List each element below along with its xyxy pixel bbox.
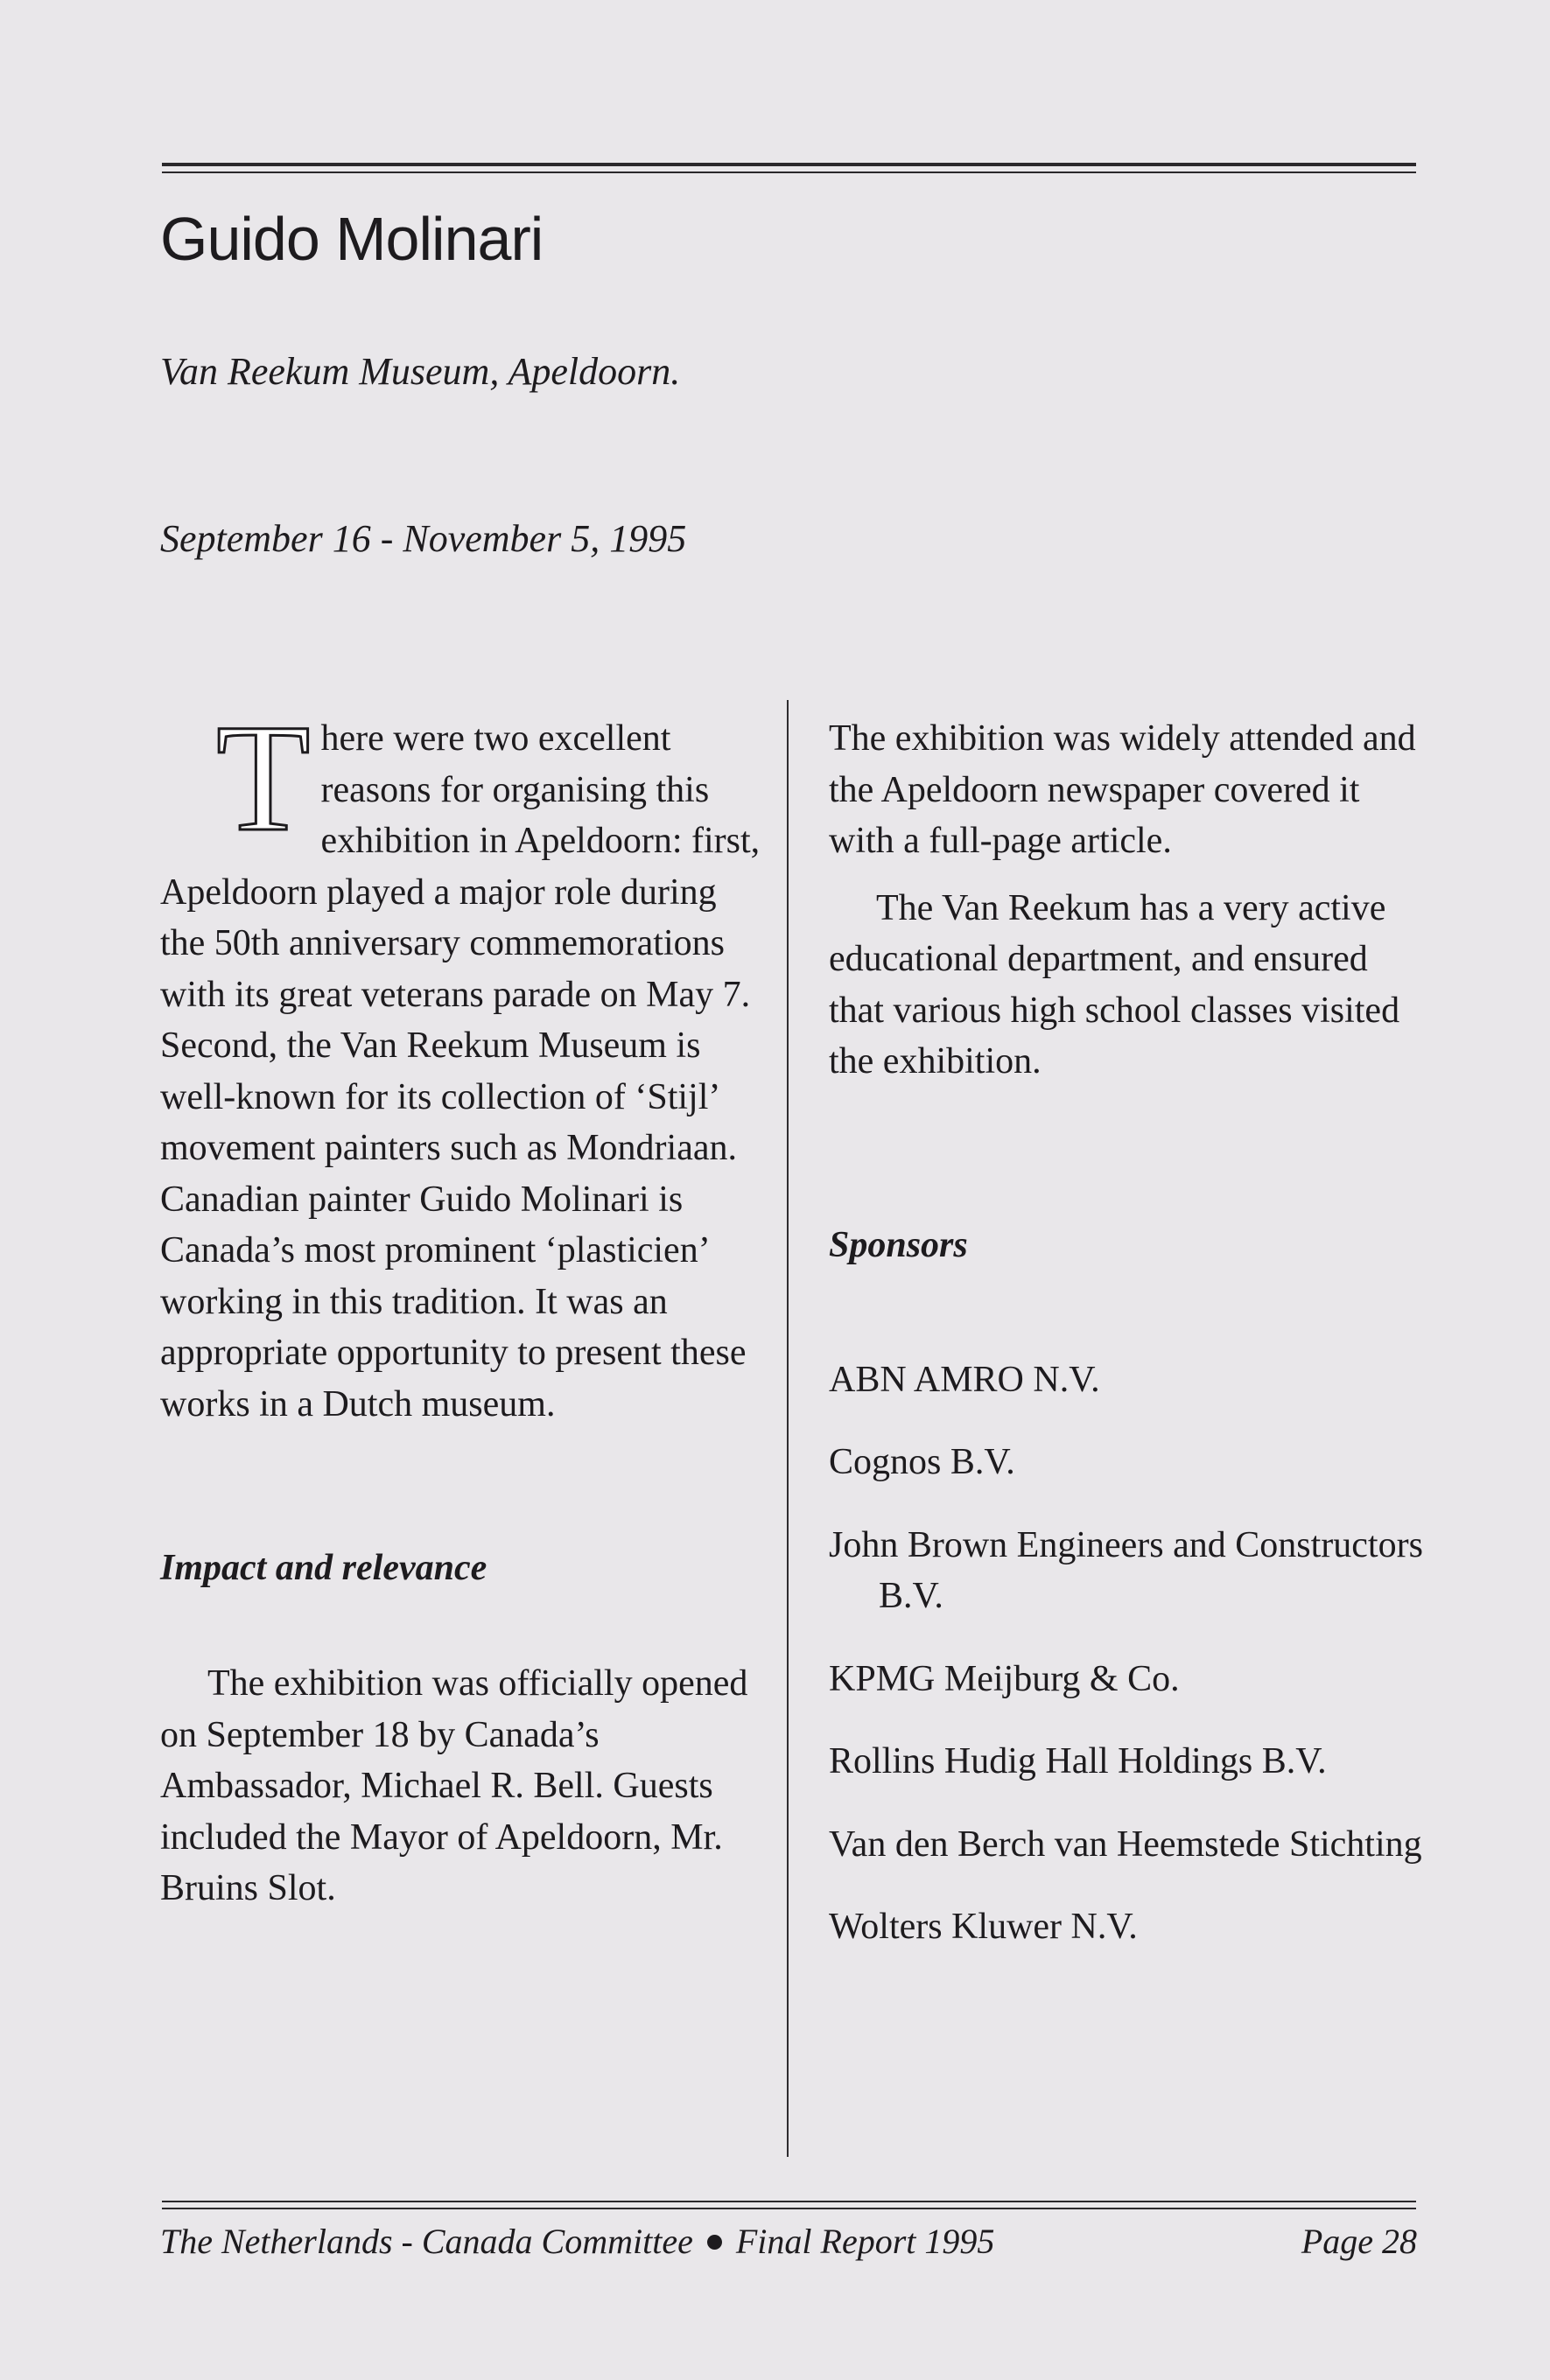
impact-heading: Impact and relevance	[160, 1548, 487, 1588]
bullet-icon	[707, 2235, 722, 2250]
right-column	[829, 713, 1424, 1984]
intro-text: here were two excellent reasons for organising this exhibition in Apeldoorn: first, Apeldoorn played a major role during the 50th anniversary commemorations with its great veterans parade on May 7. Second, the Van Reekum Museum is well-known for its collection of ‘Stijl’ movement painters such as Mondriaan. Canadian painter Guido Molinari is Canada’s most prominent ‘plasticien’ working in this tradition. It was an appropriate opportunity to present these works in a Dutch museum.	[160, 718, 761, 1424]
sponsor-item: Rollins Hudig Hall Holdings B.V.	[829, 1741, 1327, 1782]
top-rule	[162, 163, 1416, 173]
sponsor-item: ABN AMRO N.V.	[829, 1359, 1100, 1400]
sponsor-item: KPMG Meijburg & Co.	[829, 1658, 1180, 1699]
sponsor-item: Cognos B.V.	[829, 1442, 1015, 1482]
sponsor-item: Van den Berch van Heemstede Stichting	[829, 1824, 1422, 1865]
footer-report: Final Report 1995	[735, 2222, 995, 2261]
footer-committee: The Netherlands - Canada Committee	[160, 2222, 693, 2261]
sponsors-heading: Sponsors	[829, 1224, 968, 1265]
drop-cap: T	[216, 693, 311, 864]
exhibition-dates: September 16 - November 5, 1995	[160, 517, 687, 560]
venue: Van Reekum Museum, Apeldoorn.	[160, 350, 681, 393]
page-title: Guido Molinari	[160, 205, 544, 273]
education-paragraph: The Van Reekum has a very active educational department, and ensured that various high school classes visited the exhibition.	[829, 887, 1400, 1082]
page-number: Page 28	[1301, 2222, 1417, 2261]
column-divider	[787, 700, 789, 2157]
page-footer	[160, 2217, 1417, 2266]
sponsor-item: Wolters Kluwer N.V.	[829, 1907, 1138, 1947]
attendance-paragraph: The exhibition was widely attended and the Apeldoorn newspaper covered it with a full-page article.	[829, 718, 1416, 861]
sponsor-list	[829, 1354, 1424, 1953]
left-column	[160, 693, 768, 1914]
sponsor-item: John Brown Engineers and Constructors B.V.	[829, 1524, 1423, 1616]
impact-paragraph: The exhibition was officially opened on September 18 by Canada’s Ambassador, Michael R. Bell. Guests included the Mayor of Apeldoorn, Mr. Bruins Slot.	[160, 1663, 748, 1908]
intro-paragraph	[160, 693, 768, 1430]
bottom-rule	[162, 2201, 1416, 2209]
